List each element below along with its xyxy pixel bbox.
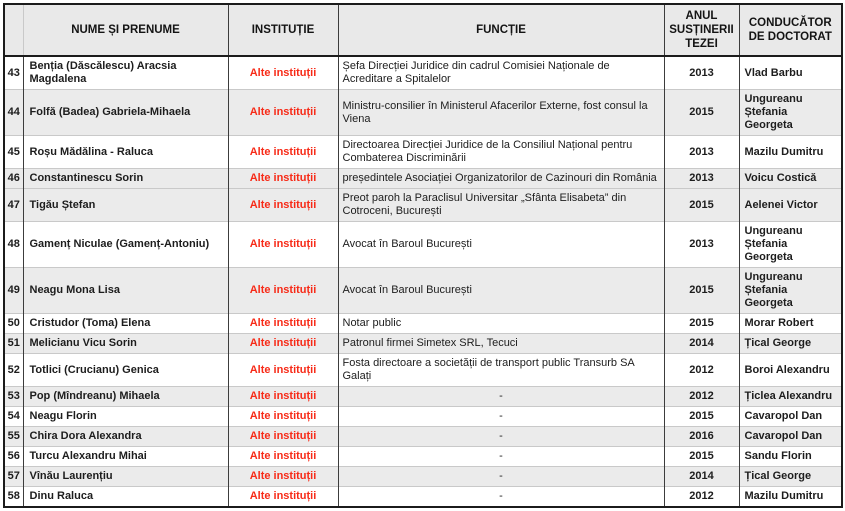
function-cell: Directoarea Direcției Juridice de la Consiliul Național pentru Combaterea Discriminării xyxy=(338,136,664,169)
function-cell: Preot paroh la Paraclisul Universitar „Sfânta Elisabeta” din Cotroceni, București xyxy=(338,189,664,222)
name-cell: Vînău Laurențiu xyxy=(23,467,228,487)
institution-cell: Alte instituții xyxy=(228,56,338,90)
function-cell: - xyxy=(338,447,664,467)
institution-cell: Alte instituții xyxy=(228,387,338,407)
name-cell: Gamenț Niculae (Gamenț-Antoniu) xyxy=(23,222,228,268)
advisor-cell: Voicu Costică xyxy=(739,169,842,189)
header-function: FUNCȚIE xyxy=(338,4,664,56)
function-cell: - xyxy=(338,407,664,427)
table-row xyxy=(4,314,842,334)
institution-cell: Alte instituții xyxy=(228,268,338,314)
row-number-cell: 50 xyxy=(4,314,23,334)
function-cell: Patronul firmei Simetex SRL, Tecuci xyxy=(338,334,664,354)
row-number-cell: 54 xyxy=(4,407,23,427)
row-number-cell: 43 xyxy=(4,56,23,90)
advisor-cell: Țical George xyxy=(739,334,842,354)
row-number-cell: 44 xyxy=(4,90,23,136)
year-cell: 2012 xyxy=(664,387,739,407)
year-cell: 2013 xyxy=(664,56,739,90)
institution-cell: Alte instituții xyxy=(228,447,338,467)
table-row xyxy=(4,268,842,314)
function-cell: Șefa Direcției Juridice din cadrul Comisiei Naționale de Acreditare a Spitalelor xyxy=(338,56,664,90)
year-cell: 2014 xyxy=(664,467,739,487)
row-number-cell: 48 xyxy=(4,222,23,268)
name-cell: Totlici (Crucianu) Genica xyxy=(23,354,228,387)
table-row xyxy=(4,427,842,447)
name-cell: Benția (Dăscălescu) Aracsia Magdalena xyxy=(23,56,228,90)
year-cell: 2013 xyxy=(664,222,739,268)
function-cell: Fosta directoare a societății de transport public Transurb SA Galați xyxy=(338,354,664,387)
year-cell: 2014 xyxy=(664,334,739,354)
header-institution: INSTITUȚIE xyxy=(228,4,338,56)
table-row xyxy=(4,334,842,354)
year-cell: 2015 xyxy=(664,447,739,467)
name-cell: Turcu Alexandru Mihai xyxy=(23,447,228,467)
name-cell: Tigău Ștefan xyxy=(23,189,228,222)
name-cell: Folfă (Badea) Gabriela-Mihaela xyxy=(23,90,228,136)
row-number-cell: 55 xyxy=(4,427,23,447)
institution-cell: Alte instituții xyxy=(228,334,338,354)
function-cell: Notar public xyxy=(338,314,664,334)
advisor-cell: Mazilu Dumitru xyxy=(739,136,842,169)
institution-cell: Alte instituții xyxy=(228,314,338,334)
institution-cell: Alte instituții xyxy=(228,407,338,427)
year-cell: 2016 xyxy=(664,427,739,447)
row-number-cell: 51 xyxy=(4,334,23,354)
doctoral-theses-table xyxy=(3,3,843,508)
year-cell: 2015 xyxy=(664,407,739,427)
name-cell: Constantinescu Sorin xyxy=(23,169,228,189)
table-row xyxy=(4,56,842,90)
advisor-cell: Aelenei Victor xyxy=(739,189,842,222)
advisor-cell: Ungureanu Ștefania Georgeta xyxy=(739,268,842,314)
name-cell: Roșu Mădălina - Raluca xyxy=(23,136,228,169)
advisor-cell: Boroi Alexandru xyxy=(739,354,842,387)
function-cell: - xyxy=(338,427,664,447)
row-number-cell: 49 xyxy=(4,268,23,314)
advisor-cell: Vlad Barbu xyxy=(739,56,842,90)
name-cell: Neagu Florin xyxy=(23,407,228,427)
year-cell: 2013 xyxy=(664,169,739,189)
table-row xyxy=(4,90,842,136)
header-row xyxy=(4,4,842,56)
advisor-cell: Cavaropol Dan xyxy=(739,407,842,427)
header-advisor: CONDUCĂTOR DE DOCTORAT xyxy=(739,4,842,56)
institution-cell: Alte instituții xyxy=(228,169,338,189)
advisor-cell: Țical George xyxy=(739,467,842,487)
year-cell: 2013 xyxy=(664,136,739,169)
row-number-cell: 47 xyxy=(4,189,23,222)
year-cell: 2015 xyxy=(664,189,739,222)
institution-cell: Alte instituții xyxy=(228,189,338,222)
row-number-cell: 58 xyxy=(4,487,23,508)
institution-cell: Alte instituții xyxy=(228,467,338,487)
function-cell: - xyxy=(338,467,664,487)
name-cell: Dinu Raluca xyxy=(23,487,228,508)
header-year: ANUL SUSȚINERII TEZEI xyxy=(664,4,739,56)
table-body xyxy=(4,56,842,507)
table-row xyxy=(4,447,842,467)
institution-cell: Alte instituții xyxy=(228,90,338,136)
institution-cell: Alte instituții xyxy=(228,222,338,268)
institution-cell: Alte instituții xyxy=(228,427,338,447)
name-cell: Pop (Mîndreanu) Mihaela xyxy=(23,387,228,407)
header-row-number xyxy=(4,4,23,56)
table-row xyxy=(4,467,842,487)
institution-cell: Alte instituții xyxy=(228,136,338,169)
function-cell: - xyxy=(338,487,664,508)
institution-cell: Alte instituții xyxy=(228,487,338,508)
institution-cell: Alte instituții xyxy=(228,354,338,387)
name-cell: Chira Dora Alexandra xyxy=(23,427,228,447)
advisor-cell: Cavaropol Dan xyxy=(739,427,842,447)
function-cell: Ministru-consilier în Ministerul Afacerilor Externe, fost consul la Viena xyxy=(338,90,664,136)
header-name: NUME ȘI PRENUME xyxy=(23,4,228,56)
advisor-cell: Țiclea Alexandru xyxy=(739,387,842,407)
advisor-cell: Mazilu Dumitru xyxy=(739,487,842,508)
advisor-cell: Ungureanu Ștefania Georgeta xyxy=(739,222,842,268)
advisor-cell: Morar Robert xyxy=(739,314,842,334)
table-header xyxy=(4,4,842,56)
year-cell: 2012 xyxy=(664,354,739,387)
row-number-cell: 57 xyxy=(4,467,23,487)
year-cell: 2015 xyxy=(664,314,739,334)
name-cell: Neagu Mona Lisa xyxy=(23,268,228,314)
table-row xyxy=(4,222,842,268)
table-row xyxy=(4,354,842,387)
table-row xyxy=(4,487,842,508)
table-row xyxy=(4,407,842,427)
function-cell: Avocat în Baroul București xyxy=(338,222,664,268)
name-cell: Cristudor (Toma) Elena xyxy=(23,314,228,334)
year-cell: 2012 xyxy=(664,487,739,508)
table-row xyxy=(4,136,842,169)
table-row xyxy=(4,189,842,222)
name-cell: Melicianu Vicu Sorin xyxy=(23,334,228,354)
row-number-cell: 53 xyxy=(4,387,23,407)
table-row xyxy=(4,169,842,189)
advisor-cell: Ungureanu Ștefania Georgeta xyxy=(739,90,842,136)
year-cell: 2015 xyxy=(664,90,739,136)
row-number-cell: 45 xyxy=(4,136,23,169)
function-cell: Avocat în Baroul București xyxy=(338,268,664,314)
table-row xyxy=(4,387,842,407)
year-cell: 2015 xyxy=(664,268,739,314)
row-number-cell: 56 xyxy=(4,447,23,467)
advisor-cell: Sandu Florin xyxy=(739,447,842,467)
function-cell: - xyxy=(338,387,664,407)
row-number-cell: 52 xyxy=(4,354,23,387)
function-cell: președintele Asociației Organizatorilor de Cazinouri din România xyxy=(338,169,664,189)
row-number-cell: 46 xyxy=(4,169,23,189)
